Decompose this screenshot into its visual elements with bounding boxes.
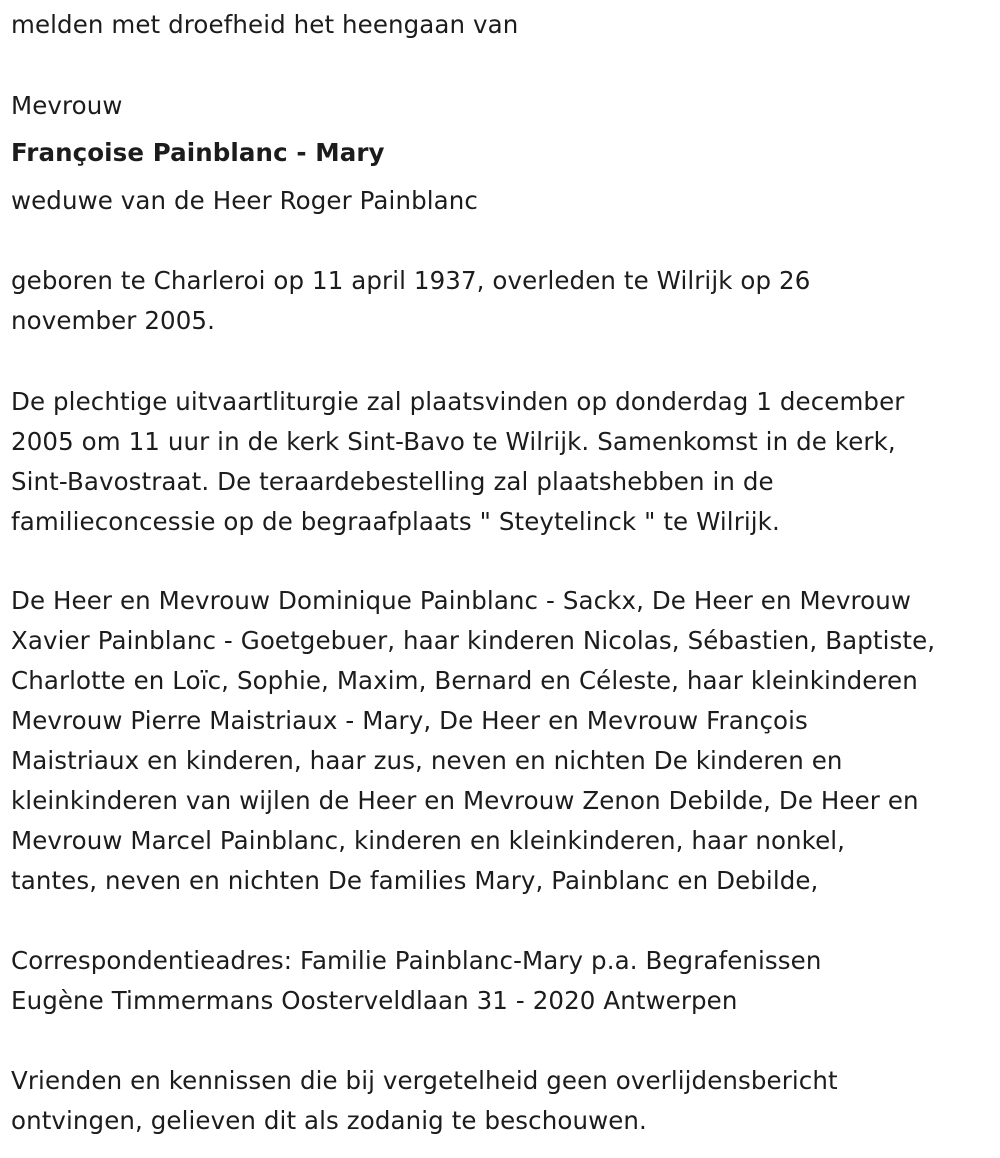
intro-text: melden met droefheid het heengaan van	[11, 10, 519, 39]
family-line: Mevrouw Marcel Painblanc, kinderen en kleinkinderen, haar nonkel,	[11, 826, 846, 855]
family-line: Xavier Painblanc - Goetgebuer, haar kinderen Nicolas, Sébastien, Baptiste,	[11, 626, 936, 655]
correspondence-line: Correspondentieadres: Familie Painblanc-Mary p.a. Begrafenissen	[11, 946, 822, 975]
funeral-line: Sint-Bavostraat. De teraardebestelling zal plaatshebben in de	[11, 467, 774, 496]
closing-line: Vrienden en kennissen die bij vergetelheid geen overlijdensbericht	[11, 1066, 838, 1095]
closing-line: ontvingen, gelieven dit als zodanig te beschouwen.	[11, 1106, 647, 1135]
birth-death-line: geboren te Charleroi op 11 april 1937, overleden te Wilrijk op 26	[11, 266, 811, 295]
widow-of-text: weduwe van de Heer Roger Painblanc	[11, 186, 478, 215]
salutation: Mevrouw	[11, 91, 123, 120]
funeral-line: De plechtige uitvaartliturgie zal plaatsvinden op donderdag 1 december	[11, 387, 905, 416]
correspondence-line: Eugène Timmermans Oosterveldlaan 31 - 2020 Antwerpen	[11, 986, 738, 1015]
birth-death-line: november 2005.	[11, 306, 215, 335]
family-line: De Heer en Mevrouw Dominique Painblanc - Sackx, De Heer en Mevrouw	[11, 586, 911, 615]
family-line: Mevrouw Pierre Maistriaux - Mary, De Heer en Mevrouw François	[11, 706, 808, 735]
family-line: kleinkinderen van wijlen de Heer en Mevrouw Zenon Debilde, De Heer en	[11, 786, 919, 815]
funeral-line: 2005 om 11 uur in de kerk Sint-Bavo te Wilrijk. Samenkomst in de kerk,	[11, 427, 896, 456]
family-line: tantes, neven en nichten De families Mary, Painblanc en Debilde,	[11, 866, 819, 895]
family-line: Maistriaux en kinderen, haar zus, neven en nichten De kinderen en	[11, 746, 843, 775]
funeral-line: familieconcessie op de begraafplaats " Steytelinck " te Wilrijk.	[11, 507, 780, 536]
family-line: Charlotte en Loïc, Sophie, Maxim, Bernard en Céleste, haar kleinkinderen	[11, 666, 918, 695]
deceased-name: Françoise Painblanc - Mary	[11, 138, 385, 167]
